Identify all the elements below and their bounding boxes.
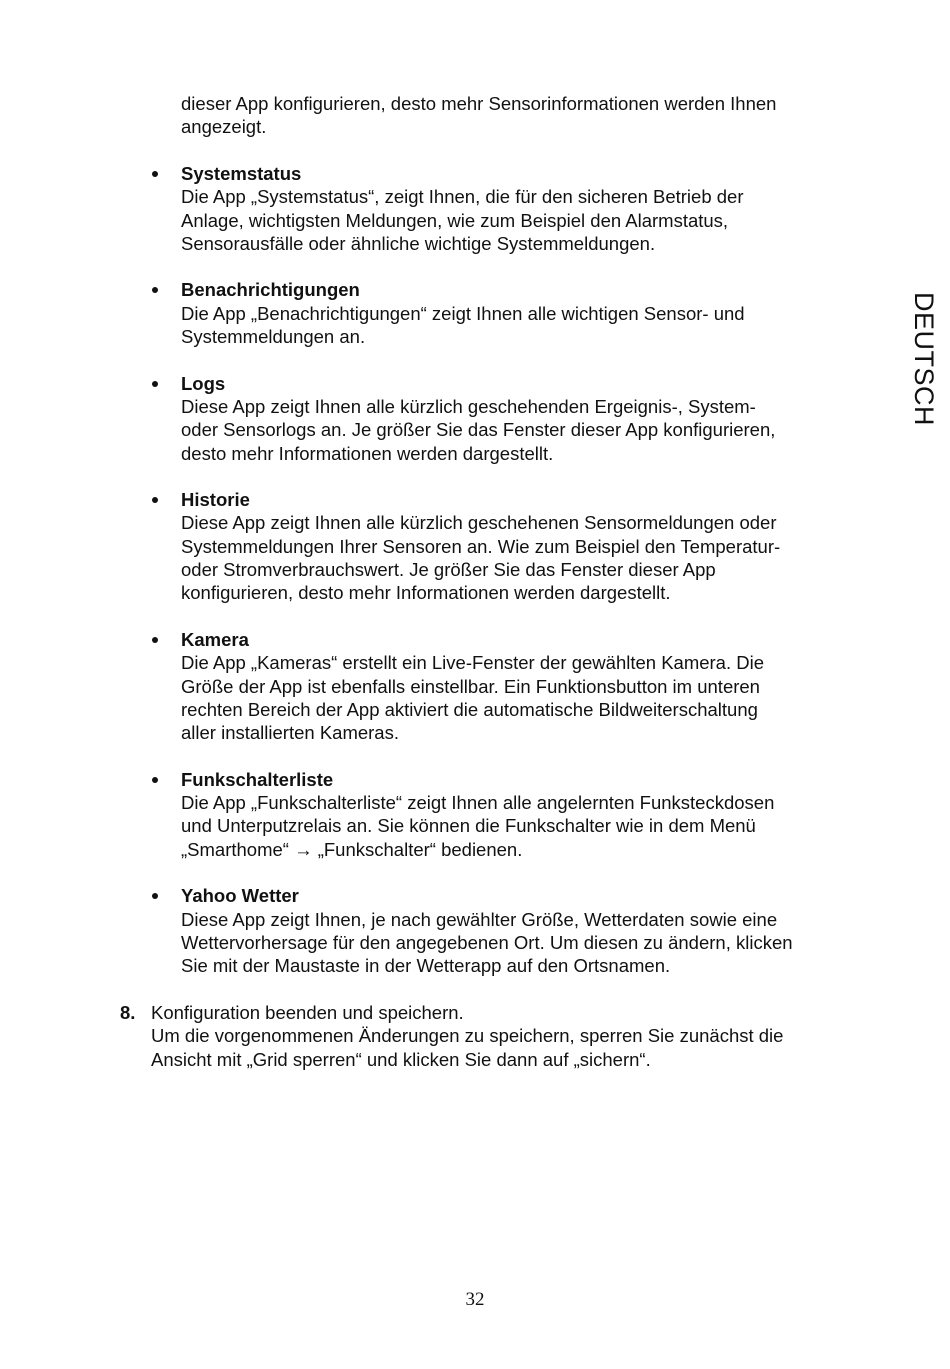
bullet-icon bbox=[152, 171, 158, 177]
item-title: Yahoo Wetter bbox=[181, 885, 299, 907]
item-description: Die App „Kameras“ erstellt ein Live-Fenster der gewählten Kamera. Die Größe der App ist ebenfalls einstellbar. Ein Funktionsbutton im unteren rechten Bereich der App aktiviert die automatische Bildweiterschaltung aller installierten Kameras. bbox=[181, 652, 765, 744]
item-description: Die App „Funkschalterliste“ zeigt Ihnen alle angelernten Funksteckdosen und Unterputzrelais an. Sie können die Funkschalter wie in dem Menü „Smarthome“ → „Funkschalter“ bedienen. bbox=[181, 792, 775, 860]
bullet-icon bbox=[152, 381, 158, 387]
list-item-kamera bbox=[150, 628, 870, 744]
bullet-icon bbox=[152, 777, 158, 783]
language-tab: DEUTSCH bbox=[909, 292, 939, 427]
list-item-historie bbox=[150, 488, 870, 604]
bullet-icon bbox=[152, 893, 158, 899]
list-item-funkschalterliste bbox=[150, 768, 870, 861]
list-item-benachrichtigungen bbox=[150, 278, 870, 348]
bullet-icon bbox=[152, 287, 158, 293]
item-title: Funkschalterliste bbox=[181, 768, 334, 790]
item-description: Die App „Systemstatus“, zeigt Ihnen, die für den sicheren Betrieb der Anlage, wichtigsten Meldungen, wie zum Beispiel den Alarmstatus, Sensorausfälle oder ähnliche wichtige Systemmeldungen. bbox=[181, 186, 744, 254]
app-list bbox=[150, 162, 870, 1001]
page-number: 32 bbox=[465, 1289, 485, 1310]
item-title: Benachrichtigungen bbox=[181, 279, 360, 301]
list-item-systemstatus bbox=[150, 162, 870, 255]
item-title: Historie bbox=[181, 489, 250, 511]
item-description: Die App „Benachrichtigungen“ zeigt Ihnen alle wichtigen Sensor- und Systemmeldungen an. bbox=[181, 302, 745, 348]
intro-paragraph: dieser App konfigurieren, desto mehr Sensorinformationen werden Ihnen angezeigt. bbox=[181, 93, 777, 138]
item-description: Diese App zeigt Ihnen alle kürzlich geschehenden Ergeignis-, System- oder Sensorlogs an. Je größer Sie das Fenster dieser App konfigurieren, desto mehr Informationen werden dargestellt. bbox=[181, 395, 776, 464]
item-title: Logs bbox=[181, 372, 226, 394]
bullet-icon bbox=[152, 637, 158, 643]
item-title: Kamera bbox=[181, 628, 249, 650]
bullet-icon bbox=[152, 497, 158, 503]
list-item-yahoo-wetter bbox=[150, 884, 870, 977]
item-description: Diese App zeigt Ihnen alle kürzlich geschehenen Sensormeldungen oder Systemmeldungen Ihrer Sensoren an. Wie zum Beispiel den Temperatur- oder Stromverbrauchswert. Je größer Sie das Fenster dieser App konfigurieren, desto mehr Informationen werden dargestellt. bbox=[181, 512, 781, 604]
item-description: Diese App zeigt Ihnen, je nach gewählter Größe, Wetterdaten sowie eine Wettervorhersage für den angegebenen Ort. Um diesen zu ändern, klicken Sie mit der Maustaste in der Wetterapp auf den Ortsnamen. bbox=[181, 908, 793, 977]
step-text: Konfiguration beenden und speichern. Um die vorgenommenen Änderungen zu speichern, sperren Sie zunächst die Ansicht mit „Grid sperren“ und klicken Sie dann auf „sichern“. bbox=[151, 1002, 784, 1070]
list-item-logs bbox=[150, 372, 870, 465]
step-number: 8. bbox=[120, 1002, 136, 1023]
item-title: Systemstatus bbox=[181, 163, 302, 184]
